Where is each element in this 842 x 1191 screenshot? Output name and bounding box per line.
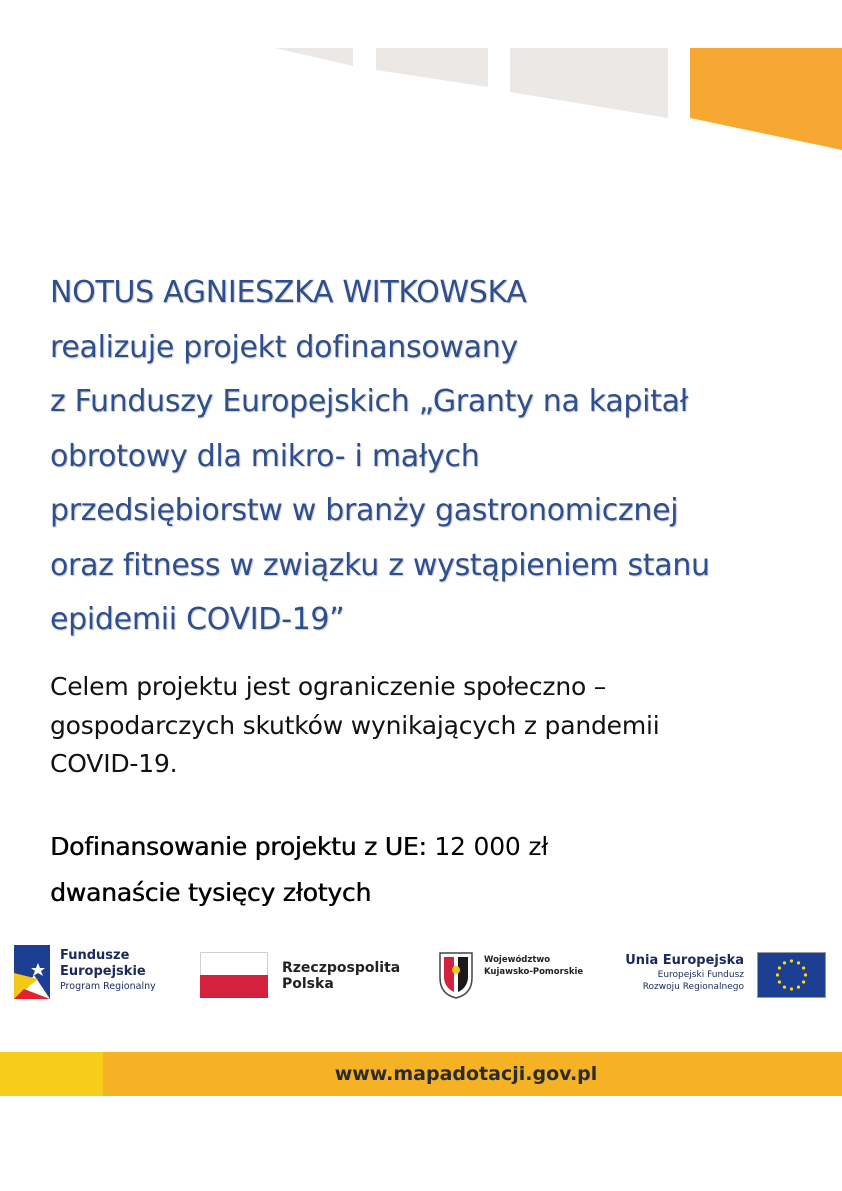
- logo-strip: [0, 940, 842, 1010]
- polska-line2: Polska: [282, 976, 334, 992]
- headline-line: realizuje projekt dofinansowany: [50, 329, 518, 365]
- project-description: [50, 668, 770, 784]
- funding-label: Dofinansowanie projektu z UE:: [50, 832, 427, 861]
- coat-of-arms-icon: [437, 950, 475, 1000]
- orange-shape: [690, 48, 842, 150]
- wojewodztwo-line1: Województwo: [484, 955, 551, 965]
- fundusze-europejskie-logo: [60, 948, 156, 994]
- description-line: COVID-19.: [50, 749, 178, 778]
- funding-info: [50, 828, 548, 866]
- wojewodztwo-logo: [484, 954, 583, 978]
- headline-line: epidemii COVID-19”: [50, 602, 345, 637]
- decorative-top-shapes: [0, 0, 842, 160]
- unia-europejska-logo: [600, 952, 744, 993]
- headline-line: przedsiębiorstw w branży gastronomicznej: [50, 493, 679, 528]
- gray-shape-2: [376, 48, 488, 87]
- headline-line: NOTUS AGNIESZKA WITKOWSKA: [50, 275, 527, 310]
- funding-amount-words: dwanaście tysięcy złotych: [50, 878, 371, 907]
- fundusze-line2: Europejskie: [60, 964, 146, 979]
- ue-line3: Rozwoju Regionalnego: [642, 982, 744, 992]
- eu-flag-icon: [757, 952, 826, 998]
- headline-line: z Funduszy Europejskich „Granty na kapitał: [50, 384, 688, 419]
- fundusze-line3: Program Regionalny: [60, 981, 156, 992]
- ue-line1: Unia Europejska: [625, 953, 744, 968]
- fundusze-europejskie-icon: [12, 943, 52, 1001]
- gray-shape-3: [510, 48, 668, 118]
- funding-amount: 12 000 zł: [434, 832, 549, 861]
- poland-flag-icon: [200, 952, 268, 998]
- ue-line2: Europejski Fundusz: [657, 970, 744, 980]
- description-line: Celem projektu jest ograniczenie społeczno –: [50, 672, 607, 701]
- fundusze-line1: Fundusze: [60, 948, 130, 963]
- headline-line: obrotowy dla mikro- i małych: [50, 438, 480, 474]
- footer-url-link[interactable]: www.mapadotacji.gov.pl: [334, 1063, 598, 1085]
- wojewodztwo-line2: Kujawsko-Pomorskie: [484, 967, 584, 977]
- gray-shape-1: [275, 48, 353, 66]
- description-line: gospodarczych skutków wynikających z pandemii: [50, 710, 660, 740]
- polska-line1: Rzeczpospolita: [282, 960, 401, 976]
- headline-line: oraz fitness w związku z wystąpieniem stanu: [50, 547, 710, 583]
- footer-bar: [0, 1052, 842, 1096]
- rzeczpospolita-polska-logo: [282, 960, 400, 992]
- project-headline: [50, 266, 810, 648]
